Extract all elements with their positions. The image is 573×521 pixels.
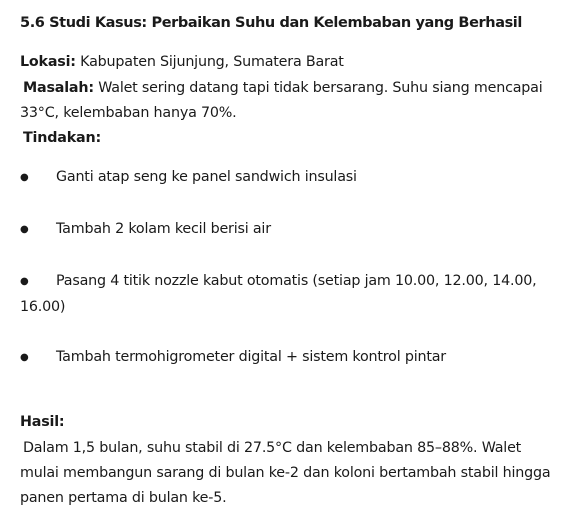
location-value: Kabupaten Sijunjung, Sumatera Barat [75,54,344,70]
list-item [20,165,555,191]
actions-label: Tindakan: [23,130,101,146]
list-item-text: Pasang 4 titik nozzle kabut otomatis (setiap jam 10.00, 12.00, 14.00, 16.00) [20,273,537,315]
problem-paragraph [20,76,555,126]
list-item [20,217,555,243]
problem-text: Walet sering datang tapi tidak bersarang. Suhu siang mencapai 33°C, kelembaban hanya 70%. [20,80,543,121]
bullet-icon [20,217,56,243]
section-heading: 5.6 Studi Kasus: Perbaikan Suhu dan Kelembaban yang Berhasil [20,15,522,31]
list-item [20,269,555,320]
bullet-icon [20,269,56,295]
bullet-icon [20,345,56,371]
location-label: Lokasi: [20,54,76,70]
result-label: Hasil: [20,414,65,430]
list-item-text: Tambah termohigrometer digital + sistem kontrol pintar [56,349,446,365]
bullet-icon [20,165,56,191]
list-item [20,345,555,371]
problem-label: Masalah: [23,80,94,96]
list-item-text: Tambah 2 kolam kecil berisi air [56,221,271,237]
result-paragraph: Dalam 1,5 bulan, suhu stabil di 27.5°C dan kelembaban 85–88%. Walet mulai membangun sarang di bulan ke-2 dan koloni bertambah stabil hingga panen pertama di bulan ke-5. [20,440,551,506]
list-item-text: Ganti atap seng ke panel sandwich insulasi [56,169,357,185]
location-line [20,50,344,75]
